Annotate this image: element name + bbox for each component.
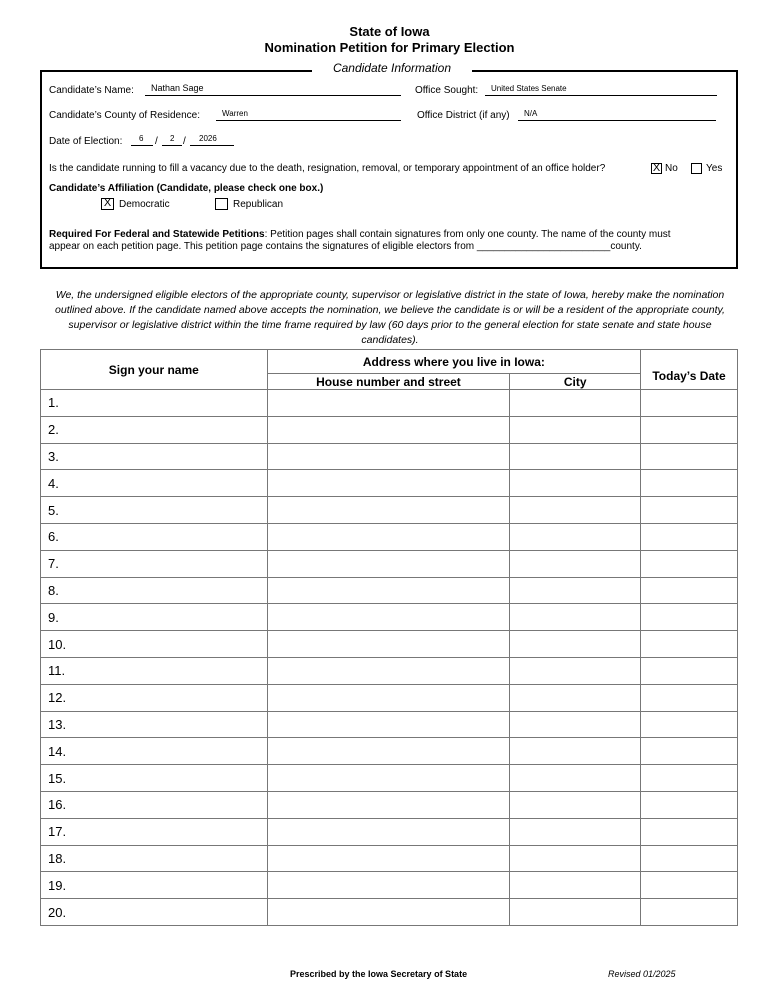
signature-field[interactable]: 6. bbox=[41, 523, 268, 550]
election-day-value: 2 bbox=[170, 134, 175, 143]
table-row bbox=[41, 550, 738, 577]
city-field[interactable] bbox=[510, 443, 641, 470]
signature-field[interactable]: 1. bbox=[41, 390, 268, 417]
date-field[interactable] bbox=[641, 550, 738, 577]
sign-name-header: Sign your name bbox=[41, 350, 268, 390]
election-date-label: Date of Election: bbox=[49, 136, 123, 147]
date-field[interactable] bbox=[641, 470, 738, 497]
street-field[interactable] bbox=[267, 523, 510, 550]
signature-field[interactable]: 4. bbox=[41, 470, 268, 497]
vacancy-yes-checkbox[interactable] bbox=[691, 163, 702, 174]
form-title-state: State of Iowa bbox=[349, 24, 430, 39]
signature-field[interactable]: 17. bbox=[41, 818, 268, 845]
signature-field[interactable]: 2. bbox=[41, 416, 268, 443]
date-field[interactable] bbox=[641, 497, 738, 524]
city-field[interactable] bbox=[510, 577, 641, 604]
signature-field[interactable]: 15. bbox=[41, 765, 268, 792]
democratic-checkbox[interactable]: X bbox=[101, 198, 114, 210]
county-value: Warren bbox=[222, 109, 248, 118]
signature-field[interactable]: 13. bbox=[41, 711, 268, 738]
date-field[interactable] bbox=[641, 577, 738, 604]
city-field[interactable] bbox=[510, 711, 641, 738]
office-sought-value: United States Senate bbox=[491, 84, 567, 93]
table-row bbox=[41, 657, 738, 684]
federal-note-text-2: appear on each petition page. This petition page contains the signatures of eligible electors from bbox=[49, 241, 475, 252]
street-header: House number and street bbox=[267, 374, 510, 390]
date-field[interactable] bbox=[641, 818, 738, 845]
street-field[interactable] bbox=[267, 765, 510, 792]
date-separator-2: / bbox=[183, 136, 186, 147]
vacancy-question: Is the candidate running to fill a vacancy due to the death, resignation, removal, or temporary appointment of an office holder? bbox=[49, 163, 606, 174]
date-field[interactable] bbox=[641, 791, 738, 818]
signature-field[interactable]: 8. bbox=[41, 577, 268, 604]
street-field[interactable] bbox=[267, 416, 510, 443]
city-field[interactable] bbox=[510, 657, 641, 684]
table-row bbox=[41, 443, 738, 470]
elector-pledge: We, the undersigned eligible electors of the appropriate county, supervisor or legislative district in the state of Iowa, hereby make the nomination outlined above. If the candidate named above accepts the nomination, we believe the candidate is or will be a resident of the appropriate county, supervisor or legislative district within the time frame required by law (60 days prior to the general election for state senate and state house candidates). bbox=[55, 289, 725, 346]
table-row bbox=[41, 416, 738, 443]
todays-date-header: Today’s Date bbox=[641, 350, 738, 390]
city-field[interactable] bbox=[510, 818, 641, 845]
table-row bbox=[41, 604, 738, 631]
city-field[interactable] bbox=[510, 390, 641, 417]
table-row bbox=[41, 497, 738, 524]
table-row bbox=[41, 390, 738, 417]
federal-note-line1 bbox=[49, 229, 671, 240]
date-field[interactable] bbox=[641, 390, 738, 417]
federal-note-text: : Petition pages shall contain signatures from only one county. The name of the county must bbox=[264, 229, 671, 240]
date-field[interactable] bbox=[641, 684, 738, 711]
signature-field[interactable]: 19. bbox=[41, 872, 268, 899]
street-field[interactable] bbox=[267, 872, 510, 899]
section-label: Candidate Information bbox=[312, 61, 472, 75]
city-field[interactable] bbox=[510, 416, 641, 443]
street-field[interactable] bbox=[267, 738, 510, 765]
democratic-label: Democratic bbox=[119, 199, 170, 210]
city-field[interactable] bbox=[510, 765, 641, 792]
street-field[interactable] bbox=[267, 443, 510, 470]
date-field[interactable] bbox=[641, 631, 738, 658]
signature-field[interactable]: 18. bbox=[41, 845, 268, 872]
table-row bbox=[41, 765, 738, 792]
federal-note-heading: Required For Federal and Statewide Petitions bbox=[49, 229, 265, 240]
date-field[interactable] bbox=[641, 416, 738, 443]
city-field[interactable] bbox=[510, 899, 641, 926]
street-field[interactable] bbox=[267, 577, 510, 604]
city-field[interactable] bbox=[510, 497, 641, 524]
date-field[interactable] bbox=[641, 657, 738, 684]
city-field[interactable] bbox=[510, 470, 641, 497]
street-field[interactable] bbox=[267, 684, 510, 711]
city-field[interactable] bbox=[510, 550, 641, 577]
city-field[interactable] bbox=[510, 791, 641, 818]
republican-label: Republican bbox=[233, 199, 284, 210]
date-field[interactable] bbox=[641, 872, 738, 899]
date-field[interactable] bbox=[641, 765, 738, 792]
county-label: Candidate’s County of Residence: bbox=[49, 110, 201, 121]
date-separator: / bbox=[155, 136, 158, 147]
table-row bbox=[41, 845, 738, 872]
district-field[interactable] bbox=[518, 110, 716, 121]
election-month-value: 6 bbox=[139, 134, 144, 143]
republican-checkbox[interactable] bbox=[215, 198, 228, 210]
table-row bbox=[41, 684, 738, 711]
street-field[interactable] bbox=[267, 791, 510, 818]
date-field[interactable] bbox=[641, 604, 738, 631]
table-row bbox=[41, 470, 738, 497]
table-row bbox=[41, 738, 738, 765]
signature-table bbox=[40, 349, 738, 926]
date-field[interactable] bbox=[641, 523, 738, 550]
city-field[interactable] bbox=[510, 523, 641, 550]
signature-field[interactable]: 3. bbox=[41, 443, 268, 470]
signature-field[interactable]: 16. bbox=[41, 791, 268, 818]
signature-field[interactable]: 10. bbox=[41, 631, 268, 658]
table-row bbox=[41, 818, 738, 845]
signature-field[interactable]: 5. bbox=[41, 497, 268, 524]
federal-note-text-3: county. bbox=[610, 241, 642, 252]
street-field[interactable] bbox=[267, 711, 510, 738]
vacancy-no-label: No bbox=[665, 163, 678, 174]
street-field[interactable] bbox=[267, 845, 510, 872]
table-row bbox=[41, 577, 738, 604]
district-value: N/A bbox=[524, 109, 538, 118]
city-field[interactable] bbox=[510, 604, 641, 631]
district-label: Office District (if any) bbox=[417, 110, 510, 121]
street-field[interactable] bbox=[267, 390, 510, 417]
signature-field[interactable]: 7. bbox=[41, 550, 268, 577]
candidate-name-label: Candidate’s Name: bbox=[49, 85, 134, 96]
street-field[interactable] bbox=[267, 631, 510, 658]
signature-field[interactable]: 9. bbox=[41, 604, 268, 631]
election-year-value: 2026 bbox=[199, 134, 217, 143]
table-row bbox=[41, 523, 738, 550]
signature-field[interactable]: 14. bbox=[41, 738, 268, 765]
date-field[interactable] bbox=[641, 711, 738, 738]
city-field[interactable] bbox=[510, 738, 641, 765]
federal-note-line2 bbox=[49, 241, 642, 252]
vacancy-yes-label: Yes bbox=[706, 163, 723, 174]
table-row bbox=[41, 899, 738, 926]
street-field[interactable] bbox=[267, 818, 510, 845]
city-field[interactable] bbox=[510, 684, 641, 711]
signature-field[interactable]: 12. bbox=[41, 684, 268, 711]
date-field[interactable] bbox=[641, 443, 738, 470]
street-field[interactable] bbox=[267, 604, 510, 631]
signature-field[interactable]: 20. bbox=[41, 899, 268, 926]
address-header: Address where you live in Iowa: bbox=[267, 350, 640, 374]
table-row bbox=[41, 791, 738, 818]
table-row bbox=[41, 872, 738, 899]
city-field[interactable] bbox=[510, 872, 641, 899]
office-sought-label: Office Sought: bbox=[415, 85, 479, 96]
date-field[interactable] bbox=[641, 845, 738, 872]
city-field[interactable] bbox=[510, 631, 641, 658]
table-row bbox=[41, 711, 738, 738]
form-title: Nomination Petition for Primary Election bbox=[264, 40, 515, 55]
footer-prescribed: Prescribed by the Iowa Secretary of State bbox=[290, 969, 468, 979]
street-field[interactable] bbox=[267, 497, 510, 524]
signature-field[interactable]: 11. bbox=[41, 657, 268, 684]
footer-revised: Revised 01/2025 bbox=[608, 969, 676, 979]
date-field[interactable] bbox=[641, 899, 738, 926]
street-field[interactable] bbox=[267, 657, 510, 684]
street-field[interactable] bbox=[267, 899, 510, 926]
vacancy-no-checkbox[interactable]: X bbox=[652, 162, 661, 174]
petition-county-field[interactable]: ________________________ bbox=[476, 241, 611, 252]
candidate-name-value: Nathan Sage bbox=[151, 83, 204, 93]
date-field[interactable] bbox=[641, 738, 738, 765]
affiliation-label: Candidate’s Affiliation (Candidate, please check one box.) bbox=[49, 183, 324, 194]
table-row bbox=[41, 631, 738, 658]
city-header: City bbox=[510, 374, 641, 390]
street-field[interactable] bbox=[267, 550, 510, 577]
city-field[interactable] bbox=[510, 845, 641, 872]
street-field[interactable] bbox=[267, 470, 510, 497]
